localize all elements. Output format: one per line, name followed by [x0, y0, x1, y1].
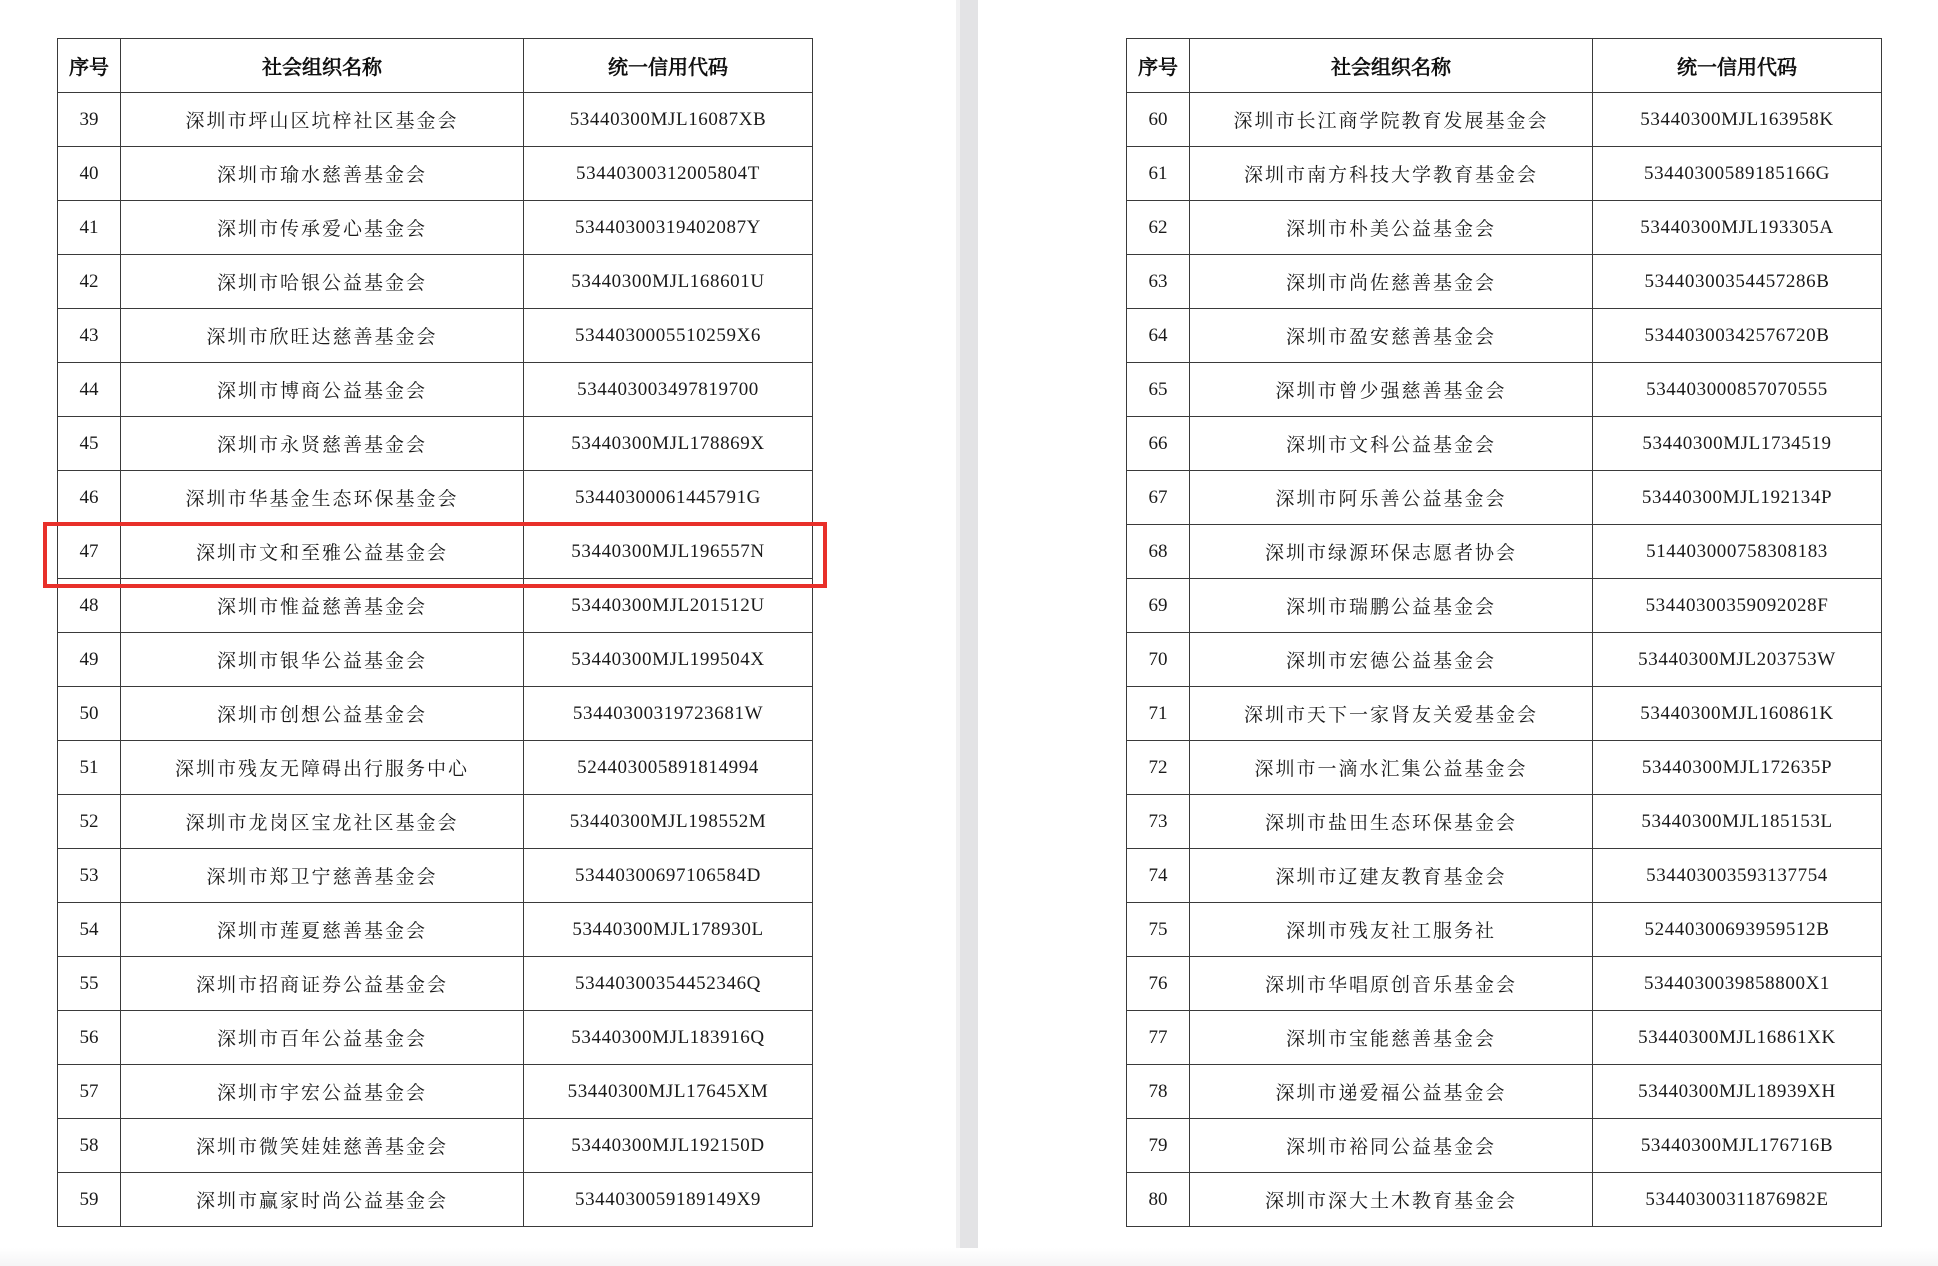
- serial-number-cell: 51: [58, 741, 121, 795]
- credit-code-cell: 53440300MJL18939XH: [1593, 1065, 1882, 1119]
- organization-name-cell: 深圳市创想公益基金会: [121, 687, 524, 741]
- table-row: [1127, 309, 1882, 363]
- serial-number-cell: 57: [58, 1065, 121, 1119]
- organization-name-cell: 深圳市惟益慈善基金会: [121, 579, 524, 633]
- table-row: [1127, 633, 1882, 687]
- organization-name-cell: 深圳市递爱福公益基金会: [1190, 1065, 1593, 1119]
- serial-number-cell: 61: [1127, 147, 1190, 201]
- table-row: [58, 849, 813, 903]
- credit-code-cell: 53440300MJL203753W: [1593, 633, 1882, 687]
- organization-name-cell: 深圳市微笑娃娃慈善基金会: [121, 1119, 524, 1173]
- table-row: [1127, 93, 1882, 147]
- credit-code-cell: 53440300MJL172635P: [1593, 741, 1882, 795]
- credit-code-cell: 53440300MJL198552M: [524, 795, 813, 849]
- organization-name-cell: 深圳市绿源环保志愿者协会: [1190, 525, 1593, 579]
- serial-number-cell: 59: [58, 1173, 121, 1227]
- serial-number-cell: 74: [1127, 849, 1190, 903]
- credit-code-cell: 53440300319402087Y: [524, 201, 813, 255]
- table-row: [1127, 201, 1882, 255]
- organization-name-cell: 深圳市莲夏慈善基金会: [121, 903, 524, 957]
- table-row: [58, 525, 813, 579]
- serial-number-cell: 73: [1127, 795, 1190, 849]
- organization-table-left: [57, 38, 813, 1227]
- serial-number-cell: 80: [1127, 1173, 1190, 1227]
- organization-name-cell: 深圳市长江商学院教育发展基金会: [1190, 93, 1593, 147]
- table-row: [58, 633, 813, 687]
- table-row: [58, 309, 813, 363]
- credit-code-cell: 53440300MJL192150D: [524, 1119, 813, 1173]
- credit-code-cell: 53440300697106584D: [524, 849, 813, 903]
- table-row: [1127, 687, 1882, 741]
- organization-name-cell: 深圳市残友无障碍出行服务中心: [121, 741, 524, 795]
- organization-name-cell: 深圳市欣旺达慈善基金会: [121, 309, 524, 363]
- organization-name-cell: 深圳市宝能慈善基金会: [1190, 1011, 1593, 1065]
- credit-code-cell: 53440300MJL168601U: [524, 255, 813, 309]
- header-credit-code: 统一信用代码: [524, 39, 813, 93]
- credit-code-cell: 5344030005510259X6: [524, 309, 813, 363]
- table-row: [1127, 741, 1882, 795]
- serial-number-cell: 48: [58, 579, 121, 633]
- table-row: [58, 201, 813, 255]
- table-row: [58, 471, 813, 525]
- credit-code-cell: 53440300MJL163958K: [1593, 93, 1882, 147]
- organization-name-cell: 深圳市坪山区坑梓社区基金会: [121, 93, 524, 147]
- serial-number-cell: 56: [58, 1011, 121, 1065]
- serial-number-cell: 45: [58, 417, 121, 471]
- serial-number-cell: 47: [58, 525, 121, 579]
- table-row: [58, 93, 813, 147]
- serial-number-cell: 77: [1127, 1011, 1190, 1065]
- organization-name-cell: 深圳市宇宏公益基金会: [121, 1065, 524, 1119]
- table-row: [1127, 849, 1882, 903]
- credit-code-cell: 53440300312005804T: [524, 147, 813, 201]
- organization-name-cell: 深圳市天下一家肾友关爱基金会: [1190, 687, 1593, 741]
- serial-number-cell: 49: [58, 633, 121, 687]
- table-row: [58, 957, 813, 1011]
- serial-number-cell: 63: [1127, 255, 1190, 309]
- table-header-row: [1127, 39, 1882, 93]
- serial-number-cell: 78: [1127, 1065, 1190, 1119]
- table-row: [58, 363, 813, 417]
- organization-name-cell: 深圳市曾少强慈善基金会: [1190, 363, 1593, 417]
- serial-number-cell: 54: [58, 903, 121, 957]
- organization-name-cell: 深圳市阿乐善公益基金会: [1190, 471, 1593, 525]
- table-row: [1127, 1065, 1882, 1119]
- table-row: [58, 903, 813, 957]
- credit-code-cell: 53440300MJL192134P: [1593, 471, 1882, 525]
- credit-code-cell: 53440300MJL16861XK: [1593, 1011, 1882, 1065]
- credit-code-cell: 53440300589185166G: [1593, 147, 1882, 201]
- serial-number-cell: 58: [58, 1119, 121, 1173]
- organization-name-cell: 深圳市银华公益基金会: [121, 633, 524, 687]
- table-row: [1127, 363, 1882, 417]
- serial-number-cell: 42: [58, 255, 121, 309]
- table-row: [1127, 255, 1882, 309]
- serial-number-cell: 44: [58, 363, 121, 417]
- serial-number-cell: 41: [58, 201, 121, 255]
- organization-name-cell: 深圳市辽建友教育基金会: [1190, 849, 1593, 903]
- credit-code-cell: 53440300MJL1734519: [1593, 417, 1882, 471]
- organization-name-cell: 深圳市华基金生态环保基金会: [121, 471, 524, 525]
- table-row: [1127, 1011, 1882, 1065]
- table-row: [1127, 471, 1882, 525]
- organization-name-cell: 深圳市百年公益基金会: [121, 1011, 524, 1065]
- serial-number-cell: 75: [1127, 903, 1190, 957]
- credit-code-cell: 534403003497819700: [524, 363, 813, 417]
- organization-name-cell: 深圳市永贤慈善基金会: [121, 417, 524, 471]
- table-row: [1127, 525, 1882, 579]
- organization-name-cell: 深圳市招商证券公益基金会: [121, 957, 524, 1011]
- table-row: [1127, 1119, 1882, 1173]
- credit-code-cell: 53440300MJL199504X: [524, 633, 813, 687]
- table-row: [1127, 579, 1882, 633]
- credit-code-cell: 5344030059189149X9: [524, 1173, 813, 1227]
- serial-number-cell: 52: [58, 795, 121, 849]
- table-row: [58, 147, 813, 201]
- serial-number-cell: 65: [1127, 363, 1190, 417]
- header-organization-name: 社会组织名称: [1190, 39, 1593, 93]
- serial-number-cell: 67: [1127, 471, 1190, 525]
- serial-number-cell: 64: [1127, 309, 1190, 363]
- credit-code-cell: 53440300MJL178930L: [524, 903, 813, 957]
- credit-code-cell: 53440300MJL17645XM: [524, 1065, 813, 1119]
- credit-code-cell: 53440300MJL201512U: [524, 579, 813, 633]
- header-serial-number: 序号: [1127, 39, 1190, 93]
- serial-number-cell: 70: [1127, 633, 1190, 687]
- page-gutter: [960, 0, 978, 1266]
- organization-name-cell: 深圳市残友社工服务社: [1190, 903, 1593, 957]
- organization-name-cell: 深圳市尚佐慈善基金会: [1190, 255, 1593, 309]
- page-bottom-fade: [0, 1248, 1938, 1266]
- organization-name-cell: 深圳市哈银公益基金会: [121, 255, 524, 309]
- credit-code-cell: 53440300354457286B: [1593, 255, 1882, 309]
- table-row: [1127, 957, 1882, 1011]
- document-page-left: [0, 0, 960, 1266]
- organization-name-cell: 深圳市裕同公益基金会: [1190, 1119, 1593, 1173]
- credit-code-cell: 53440300MJL160861K: [1593, 687, 1882, 741]
- organization-name-cell: 深圳市赢家时尚公益基金会: [121, 1173, 524, 1227]
- credit-code-cell: 53440300342576720B: [1593, 309, 1882, 363]
- credit-code-cell: 53440300MJL196557N: [524, 525, 813, 579]
- credit-code-cell: 52440300693959512B: [1593, 903, 1882, 957]
- organization-name-cell: 深圳市一滴水汇集公益基金会: [1190, 741, 1593, 795]
- table-header-row: [58, 39, 813, 93]
- credit-code-cell: 53440300MJL183916Q: [524, 1011, 813, 1065]
- table-row: [1127, 147, 1882, 201]
- serial-number-cell: 60: [1127, 93, 1190, 147]
- header-serial-number: 序号: [58, 39, 121, 93]
- serial-number-cell: 46: [58, 471, 121, 525]
- table-row: [1127, 903, 1882, 957]
- table-row: [58, 795, 813, 849]
- table-row: [58, 687, 813, 741]
- credit-code-cell: 524403005891814994: [524, 741, 813, 795]
- credit-code-cell: 53440300MJL16087XB: [524, 93, 813, 147]
- organization-name-cell: 深圳市宏德公益基金会: [1190, 633, 1593, 687]
- organization-name-cell: 深圳市文科公益基金会: [1190, 417, 1593, 471]
- table-body-left: [58, 93, 813, 1227]
- organization-name-cell: 深圳市盈安慈善基金会: [1190, 309, 1593, 363]
- serial-number-cell: 39: [58, 93, 121, 147]
- table-row: [58, 255, 813, 309]
- serial-number-cell: 50: [58, 687, 121, 741]
- header-organization-name: 社会组织名称: [121, 39, 524, 93]
- table-row: [1127, 1173, 1882, 1227]
- organization-name-cell: 深圳市文和至雅公益基金会: [121, 525, 524, 579]
- credit-code-cell: 53440300354452346Q: [524, 957, 813, 1011]
- credit-code-cell: 53440300MJL193305A: [1593, 201, 1882, 255]
- serial-number-cell: 55: [58, 957, 121, 1011]
- credit-code-cell: 534403003593137754: [1593, 849, 1882, 903]
- table-row: [1127, 795, 1882, 849]
- credit-code-cell: 53440300MJL185153L: [1593, 795, 1882, 849]
- organization-table-right: [1126, 38, 1882, 1227]
- credit-code-cell: 53440300319723681W: [524, 687, 813, 741]
- organization-name-cell: 深圳市瑞鹏公益基金会: [1190, 579, 1593, 633]
- serial-number-cell: 71: [1127, 687, 1190, 741]
- credit-code-cell: 534403000857070555: [1593, 363, 1882, 417]
- document-page-right: [978, 0, 1938, 1266]
- table-row: [58, 1011, 813, 1065]
- credit-code-cell: 53440300MJL178869X: [524, 417, 813, 471]
- table-row: [58, 1119, 813, 1173]
- serial-number-cell: 66: [1127, 417, 1190, 471]
- table-row: [58, 579, 813, 633]
- serial-number-cell: 69: [1127, 579, 1190, 633]
- credit-code-cell: 53440300061445791G: [524, 471, 813, 525]
- organization-name-cell: 深圳市盐田生态环保基金会: [1190, 795, 1593, 849]
- table-row: [58, 741, 813, 795]
- organization-name-cell: 深圳市郑卫宁慈善基金会: [121, 849, 524, 903]
- table-row: [58, 1173, 813, 1227]
- serial-number-cell: 72: [1127, 741, 1190, 795]
- organization-name-cell: 深圳市南方科技大学教育基金会: [1190, 147, 1593, 201]
- table-row: [58, 1065, 813, 1119]
- serial-number-cell: 68: [1127, 525, 1190, 579]
- credit-code-cell: 53440300359092028F: [1593, 579, 1882, 633]
- organization-name-cell: 深圳市华唱原创音乐基金会: [1190, 957, 1593, 1011]
- organization-name-cell: 深圳市博商公益基金会: [121, 363, 524, 417]
- organization-name-cell: 深圳市传承爱心基金会: [121, 201, 524, 255]
- table-body-right: [1127, 93, 1882, 1227]
- header-credit-code: 统一信用代码: [1593, 39, 1882, 93]
- serial-number-cell: 53: [58, 849, 121, 903]
- serial-number-cell: 79: [1127, 1119, 1190, 1173]
- serial-number-cell: 40: [58, 147, 121, 201]
- table-row: [58, 417, 813, 471]
- organization-name-cell: 深圳市深大土木教育基金会: [1190, 1173, 1593, 1227]
- credit-code-cell: 53440300MJL176716B: [1593, 1119, 1882, 1173]
- credit-code-cell: 5344030039858800X1: [1593, 957, 1882, 1011]
- serial-number-cell: 43: [58, 309, 121, 363]
- organization-name-cell: 深圳市龙岗区宝龙社区基金会: [121, 795, 524, 849]
- credit-code-cell: 514403000758308183: [1593, 525, 1882, 579]
- organization-name-cell: 深圳市朴美公益基金会: [1190, 201, 1593, 255]
- serial-number-cell: 62: [1127, 201, 1190, 255]
- credit-code-cell: 53440300311876982E: [1593, 1173, 1882, 1227]
- serial-number-cell: 76: [1127, 957, 1190, 1011]
- organization-name-cell: 深圳市瑜水慈善基金会: [121, 147, 524, 201]
- table-row: [1127, 417, 1882, 471]
